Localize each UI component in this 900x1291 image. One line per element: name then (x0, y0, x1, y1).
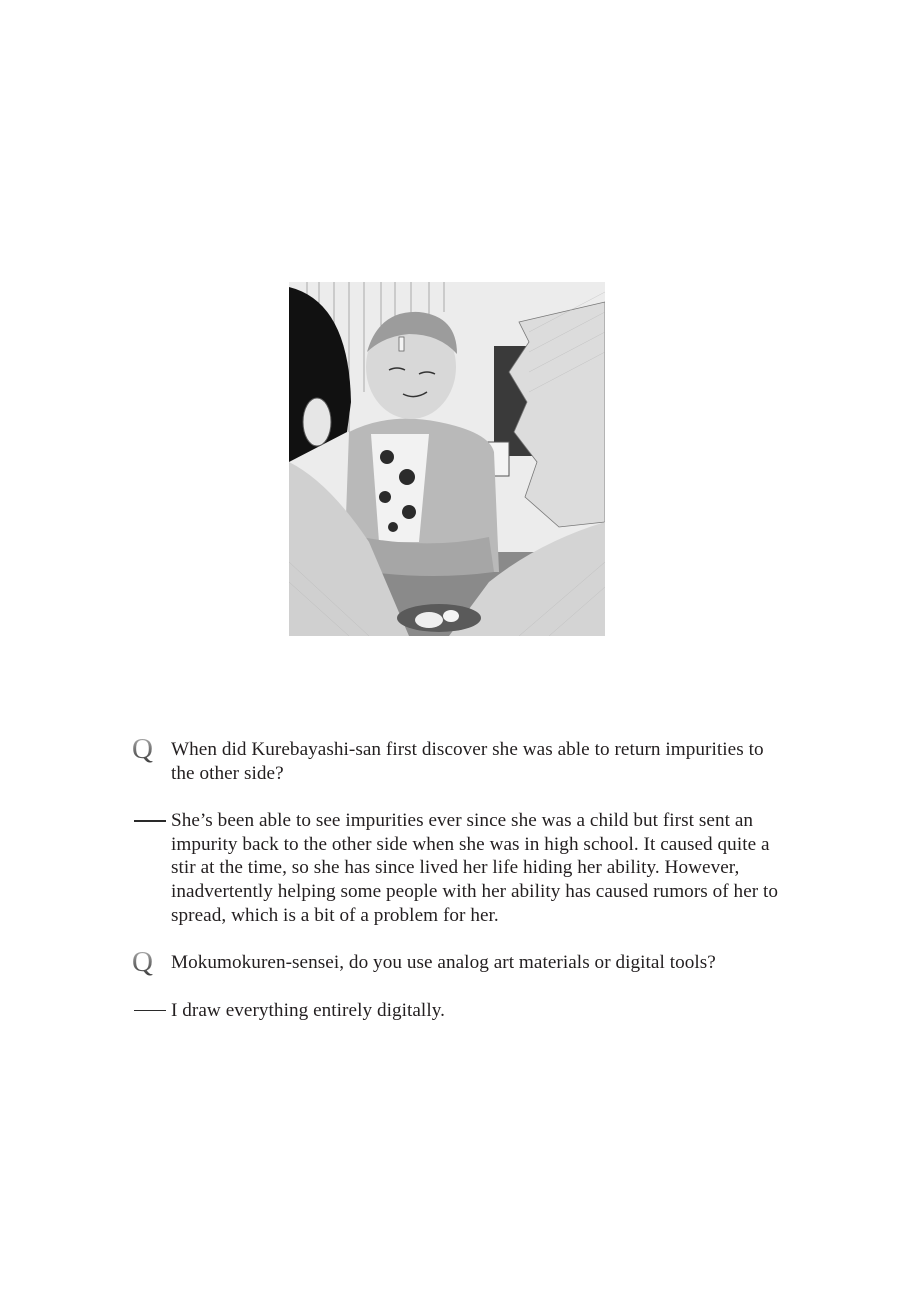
question-2 (130, 946, 780, 979)
answer-text: I draw everything entirely digitally. (171, 999, 445, 1021)
interview-qa (130, 733, 780, 1022)
answer-text: She’s been able to see impurities ever since she was a child but first sent an impurity back to the other side when she was in high school. It caused quite a stir at the time, so she has since lived her life hiding her ability. However, inadvertently helping some people with her ability has caused rumors of her to spread, which is a bit of a problem for her. (171, 810, 779, 926)
answer-dash-icon (134, 820, 166, 822)
answer-1 (130, 809, 780, 927)
answer-dash-icon (134, 1010, 166, 1012)
answer-2 (130, 999, 780, 1023)
question-1 (130, 733, 780, 785)
question-marker-icon: Q (132, 733, 153, 765)
question-text: When did Kurebayashi-san first discover she was able to return impurities to the other side? (171, 739, 764, 784)
question-marker-icon: Q (132, 946, 153, 979)
question-text: Mokumokuren-sensei, do you use analog art materials or digital tools? (171, 952, 716, 974)
manga-panel-art (289, 282, 605, 636)
manga-illustration (289, 282, 605, 636)
